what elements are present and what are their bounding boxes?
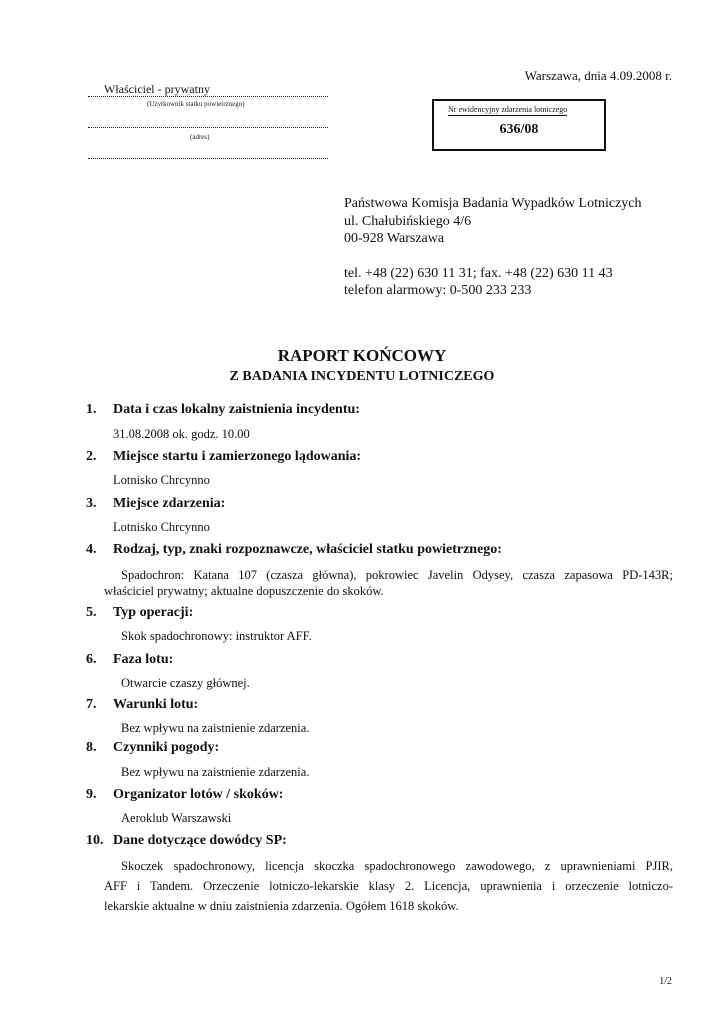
section-8-text: Bez wpływu na zaistnienie zdarzenia. [121,765,310,779]
section-5-heading [86,605,193,621]
section-2-heading [86,449,361,465]
section-10-line-3: lekarskie aktualne w dniu zaistnienia zdarzenia. Ogółem 1618 skoków. [104,899,459,913]
report-subtitle: Z BADANIA INCYDENTU LOTNICZEGO [229,369,495,384]
section-10-line-2: AFF i Tandem. Orzeczenie lotniczo-lekarskie klasy 2. Licencja, uprawnienia i orzeczenie lotniczo- [104,879,673,893]
section-2-text: Lotnisko Chrcynno [113,473,210,487]
section-number: 5. [86,605,97,620]
addressee-city: 00-928 Warszawa [344,231,445,246]
section-5-text: Skok spadochronowy: instruktor AFF. [121,629,312,643]
section-title: Typ operacji: [113,605,194,620]
section-9-heading [86,787,283,803]
section-10-text [104,856,673,916]
addressee-name: Państwowa Komisja Badania Wypadków Lotniczych [344,196,642,211]
report-title: RAPORT KOŃCOWY [277,346,447,365]
section-title: Rodzaj, typ, znaki rozpoznawcze, właściciel statku powietrznego: [113,542,502,557]
section-title: Faza lotu: [113,652,174,667]
section-title: Organizator lotów / skoków: [113,787,284,802]
section-title: Miejsce zdarzenia: [113,496,226,511]
addressee-block [344,195,642,300]
section-number: 2. [86,449,97,464]
section-10-line-1: Skoczek spadochronowy, licencja skoczka spadochronowego zawodowego, z uprawnieniami PJIR, [121,859,673,873]
record-number-box [432,99,606,151]
section-4-heading [86,542,502,558]
place-date: Warszawa, dnia 4.09.2008 r. [524,68,672,83]
section-8-heading [86,740,219,756]
addressee-street: ul. Chałubińskiego 4/6 [344,213,472,229]
section-3-heading [86,496,225,512]
section-number: 9. [86,787,97,802]
section-number: 6. [86,652,97,667]
address-dotted-line-2 [88,158,328,159]
section-title: Dane dotyczące dowódcy SP: [113,833,287,848]
section-number: 10. [86,833,104,848]
section-4-line-2: właściciel prywatny; aktualne dopuszczenie do skoków. [104,584,384,598]
owner-value: Właściciel - prywatny [104,82,210,96]
record-number: 636/08 [499,122,539,137]
section-title: Warunki lotu: [113,697,199,712]
section-7-text: Bez wpływu na zaistnienie zdarzenia. [121,721,310,735]
record-number-label: Nr ewidencyjny zdarzenia lotniczego [448,105,568,114]
section-4-line-1: Spadochron: Katana 107 (czasza główna), pokrowiec Javelin Odysey, czasza zapasowa PD-143R; [121,568,673,582]
section-number: 8. [86,740,97,755]
section-6-heading [86,652,173,668]
addressee-alarm-phone: telefon alarmowy: 0-500 233 233 [344,283,532,298]
address-caption: (adres) [190,133,210,141]
section-3-text: Lotnisko Chrcynno [113,520,210,534]
section-number: 3. [86,496,97,511]
section-number: 7. [86,697,97,712]
section-number: 1. [86,402,97,417]
section-4-text [104,567,673,599]
section-9-text: Aeroklub Warszawski [121,811,232,825]
owner-caption: (Użytkownik statku powietrznego) [147,100,245,108]
section-title: Miejsce startu i zamierzonego lądowania: [113,449,362,464]
section-1-heading [86,402,360,418]
section-title: Data i czas lokalny zaistnienia incydentu: [113,402,360,417]
section-6-text: Otwarcie czaszy głównej. [121,676,250,690]
section-7-heading [86,697,198,713]
page-number: 1/2 [659,976,672,987]
section-number: 4. [86,542,97,557]
section-title: Czynniki pogody: [113,740,220,755]
addressee-phone-fax: tel. +48 (22) 630 11 31; fax. +48 (22) 630 11 43 [344,265,613,281]
section-10-heading [86,833,287,849]
address-dotted-line [88,127,328,128]
section-1-text: 31.08.2008 ok. godz. 10.00 [113,427,250,441]
owner-dotted-line [88,96,328,97]
